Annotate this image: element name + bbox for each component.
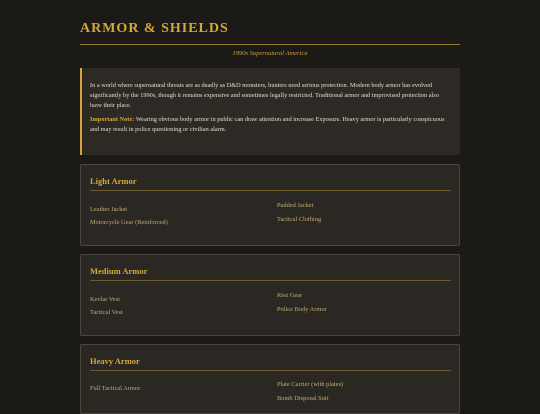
armor-item-kevlar-vest[interactable]: Kevlar Vest xyxy=(90,296,120,303)
section-divider xyxy=(90,280,451,281)
section-light-armor xyxy=(80,164,460,246)
intro-paragraph: In a world where supernatural threats are as deadly as D&D monsters, hunters need serious protection. Modern body armor has evolved significantly by the 1990s, though it remains expensive and sometimes legally restricted. Traditional armor and improvised protection also have their place. xyxy=(90,82,439,109)
armor-item-motorcycle-gear[interactable]: Motorcycle Gear (Reinforced) xyxy=(90,219,168,226)
important-note-label: Important Note: xyxy=(90,116,135,123)
armor-item-tactical-clothing[interactable]: Tactical Clothing xyxy=(277,216,322,223)
armor-item-padded-jacket[interactable]: Padded Jacket xyxy=(277,202,314,209)
section-title: Heavy Armor xyxy=(90,356,140,366)
intro-box xyxy=(80,68,460,155)
section-title: Light Armor xyxy=(90,176,137,186)
important-note xyxy=(90,115,450,135)
section-title: Medium Armor xyxy=(90,266,148,276)
section-divider xyxy=(90,370,451,371)
armor-item-full-tactical-armor[interactable]: Full Tactical Armor xyxy=(90,385,141,392)
section-divider xyxy=(90,190,451,191)
armor-item-bomb-disposal-suit[interactable]: Bomb Disposal Suit xyxy=(277,395,329,402)
armor-item-plate-carrier[interactable]: Plate Carrier (with plates) xyxy=(277,381,344,388)
armor-page xyxy=(80,0,460,405)
armor-item-riot-gear[interactable]: Riot Gear xyxy=(277,292,303,299)
armor-item-leather-jacket[interactable]: Leather Jacket xyxy=(90,206,128,213)
section-medium-armor xyxy=(80,254,460,336)
important-note-text: Wearing obvious body armor in public can draw attention and increase Exposure. Heavy armor is particularly conspicuous and may result in police questioning or civilian alarm. xyxy=(90,116,445,133)
armor-item-tactical-vest[interactable]: Tactical Vest xyxy=(90,309,123,316)
page-subtitle: 1990s Supernatural America xyxy=(232,50,308,57)
title-divider xyxy=(80,44,460,45)
page-title: ARMOR & SHIELDS xyxy=(80,21,229,36)
section-heavy-armor xyxy=(80,344,460,414)
armor-item-police-body-armor[interactable]: Police Body Armor xyxy=(277,306,327,313)
